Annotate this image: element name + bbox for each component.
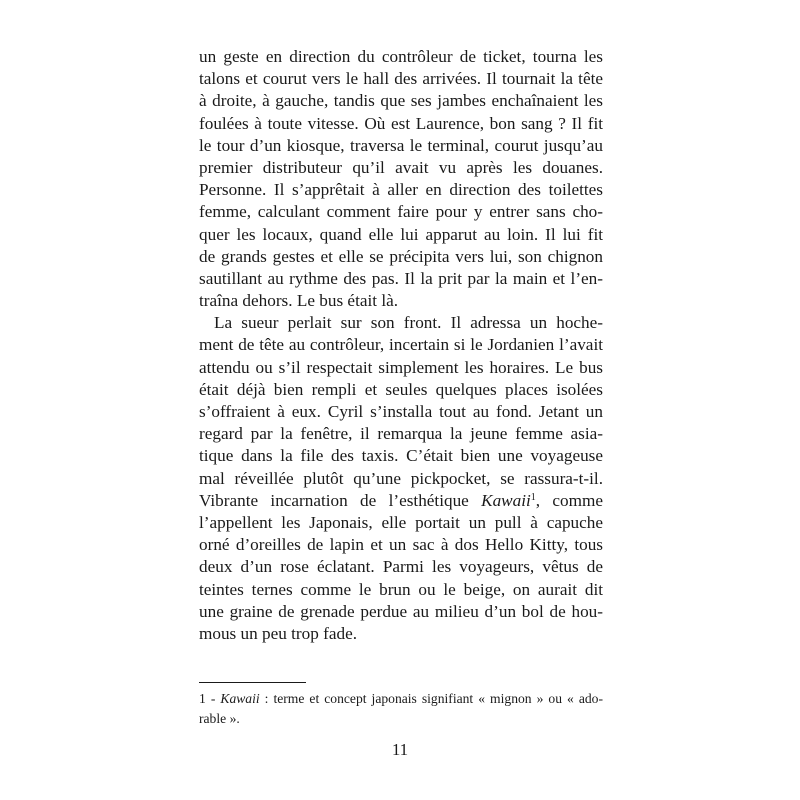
text-line: femme, calculant comment faire pour y entrer sans cho-: [199, 202, 603, 222]
text-line-with-footnote: [199, 490, 603, 512]
footnote-divider: [199, 682, 306, 683]
text-line: sautillant au rythme des pas. Il la prit par la main et l’en-: [199, 268, 603, 288]
page-number: 11: [391, 740, 409, 759]
text-line: ment de tête au contrôleur, incertain si le Jordanien l’avait: [199, 335, 603, 355]
footnote: [199, 689, 603, 729]
text-line: regard par la fenêtre, il remarqua la jeune femme asia-: [199, 424, 603, 444]
text-line: premier distributeur qu’il avait vu après les douanes.: [199, 157, 603, 177]
text-line: La sueur perlait sur son front. Il adressa un hoche-: [214, 313, 603, 333]
text-line: teintes ternes comme le brun ou le beige, on aurait dit: [199, 579, 603, 599]
footnote-term: Kawaii: [220, 691, 260, 706]
text-line: foulées à toute vitesse. Où est Laurence, bon sang ? Il fit: [199, 113, 603, 133]
text-line: s’offraient à eux. Cyril s’installa tout au fond. Jetant un: [199, 402, 603, 421]
text-line: à droite, à gauche, tandis que ses jambes enchaînaient les: [199, 91, 603, 111]
text-line: un geste en direction du contrôleur de ticket, tourna les: [199, 47, 603, 66]
text-fragment: Vibrante incarnation de l’esthétique: [199, 490, 469, 510]
body-text: [199, 46, 603, 645]
text-line: quer les locaux, quand elle lui apparut au loin. Il lui fit: [199, 224, 603, 244]
text-line: l’appellent les Japonais, elle portait un pull à capuche: [199, 512, 603, 532]
text-line: orné d’oreilles de lapin et un sac à dos Hello Kitty, tous: [199, 535, 603, 555]
text-line: était déjà bien rempli et seules quelques places isolées: [199, 379, 603, 399]
text-line: Personne. Il s’apprêtait à aller en direction des toilettes: [199, 180, 603, 200]
footnote-number: 1 -: [199, 691, 221, 706]
text-line: traîna dehors. Le bus était là.: [199, 291, 399, 311]
footnote-line: [199, 689, 603, 709]
text-line: mous un peu trop fade.: [199, 623, 357, 643]
text-line: mal réveillée plutôt qu’une pickpocket, se rassura-t-il.: [199, 468, 603, 488]
text-line: une graine de grenade perdue au milieu d’un bol de hou-: [199, 601, 603, 621]
text-line: attendu ou s’il respectait simplement les horaires. Le bus: [199, 357, 603, 377]
footnote-definition: : terme et concept japonais signifiant « mignon » ou « ado-: [259, 691, 603, 706]
text-line: deux d’un rose éclatant. Parmi les voyageurs, vêtus de: [199, 557, 603, 577]
text-line: de grands gestes et elle se précipita vers lui, son chignon: [199, 246, 603, 266]
text-line: le tour d’un kiosque, traversa le terminal, courut jusqu’au: [199, 135, 603, 155]
text-line: tique dans la file des taxis. C’était bien une voyageuse: [199, 446, 603, 466]
footnote-line: rable ».: [199, 711, 240, 726]
text-line: talons et courut vers le hall des arrivées. Il tournait la tête: [199, 69, 603, 89]
footnote-marker: 1: [530, 491, 536, 503]
italic-term: Kawaii: [481, 490, 531, 510]
text-fragment: , comme: [535, 490, 604, 510]
